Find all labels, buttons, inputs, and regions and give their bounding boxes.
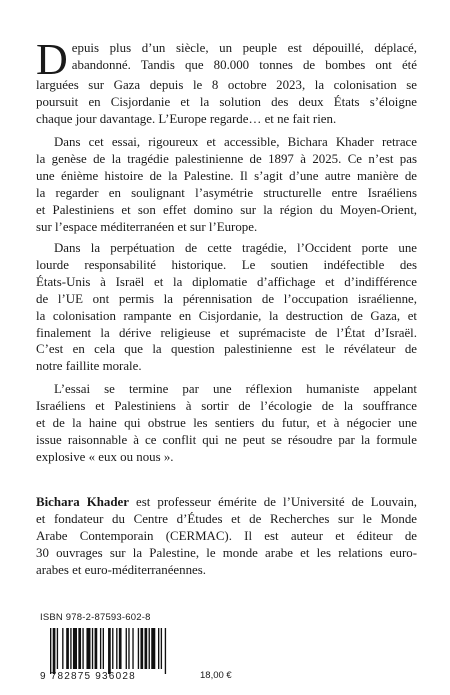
- text-line: larguées sur Gaza depuis le 8 octobre 2023, la colonisation se: [36, 78, 417, 92]
- text-line: et de la haine qui obstrue les sentiers du futur, et à négocier une: [36, 415, 417, 430]
- bio-text: est professeur émérite de l’Université de Louvain,: [128, 495, 417, 509]
- text-line: L’essai se termine par une réflexion humaniste appelant: [54, 382, 417, 396]
- text-line: C’est en cela que la question palestinienne est le révélateur de: [36, 342, 417, 357]
- text-line: la colonisation rampante en Cisjordanie, la destruction de Gaza, et: [36, 308, 417, 323]
- text-line: explosive « eux ou nous ».: [36, 449, 174, 464]
- text-line: États-Unis à Israël et la diplomatie d’affichage et d’indifférence: [36, 274, 417, 289]
- text-line: sur l’espace méditerranéen et sur l’Europe.: [36, 219, 258, 234]
- text-line: poursuit en Cisjordanie et la solution des deux États s’éloigne: [36, 94, 417, 109]
- text-line: finalement la dérive religieuse et suprémaciste de l’État d’Israël.: [36, 325, 417, 340]
- text-line: chaque jour davantage. L’Europe regarde… et ne fait rien.: [36, 111, 337, 126]
- isbn-label: ISBN 978-2-87593-602-8: [40, 612, 151, 623]
- author-bio: [36, 494, 417, 579]
- text-line: Dans la perpétuation de cette tragédie, l’Occident porte une: [54, 241, 417, 255]
- text-line: Israéliens et Palestiniens à sortir de l’écologie de la souffrance: [36, 398, 417, 413]
- text-line: une énième histoire de la Palestine. Il s’agit d’une autre manière de: [36, 168, 417, 183]
- text-line: et Palestiniens et son effet domino sur la région du Moyen-Orient,: [36, 202, 417, 217]
- text-line: notre faillite morale.: [36, 359, 142, 374]
- text-line: arabes et euro-méditerranéennes.: [36, 562, 206, 577]
- text-line: [36, 494, 417, 511]
- text-line: et fondateur du Centre d’Études et de Recherches sur le Monde: [36, 511, 417, 526]
- conclusion-paragraph: [36, 381, 417, 466]
- intro-paragraph: [36, 35, 417, 128]
- text-line: 30 ouvrages sur la Palestine, le monde arabe et les relations euro-: [36, 545, 417, 560]
- text-line: la regarder en soulignant l’asymétrie structurelle entre Israéliens: [36, 185, 417, 200]
- responsibility-paragraph: [36, 240, 417, 375]
- text-line: epuis plus d’un siècle, un peuple est dépouillé, déplacé,: [71, 41, 417, 55]
- barcode-bars: [40, 628, 182, 674]
- text-line: issue raisonnable à ce conflit qui ne peut se résoudre par la formule: [36, 432, 417, 447]
- text-line: Dans cet essai, rigoureux et accessible, Bichara Khader retrace: [54, 135, 417, 149]
- text-line: lourde responsabilité historique. Le soutien indéfectible des: [36, 257, 417, 272]
- author-name: Bichara Khader: [36, 495, 129, 509]
- barcode: [40, 628, 182, 680]
- text-line: la genèse de la tragédie palestinienne de 1897 à 2025. Ce n’est pas: [36, 151, 417, 166]
- barcode-digits: 9 782875 936028: [40, 671, 136, 682]
- drop-cap: D: [36, 35, 68, 84]
- text-line: Arabe Contemporain (CERMAC). Il est auteur et éditeur de: [36, 528, 417, 543]
- text-line: de l’UE ont permis la pérennisation de l’occupation israélienne,: [36, 291, 417, 306]
- summary-paragraph: [36, 134, 417, 235]
- price: 18,00 €: [200, 670, 232, 681]
- text-line: abandonné. Tandis que 80.000 tonnes de bombes ont été: [71, 57, 417, 72]
